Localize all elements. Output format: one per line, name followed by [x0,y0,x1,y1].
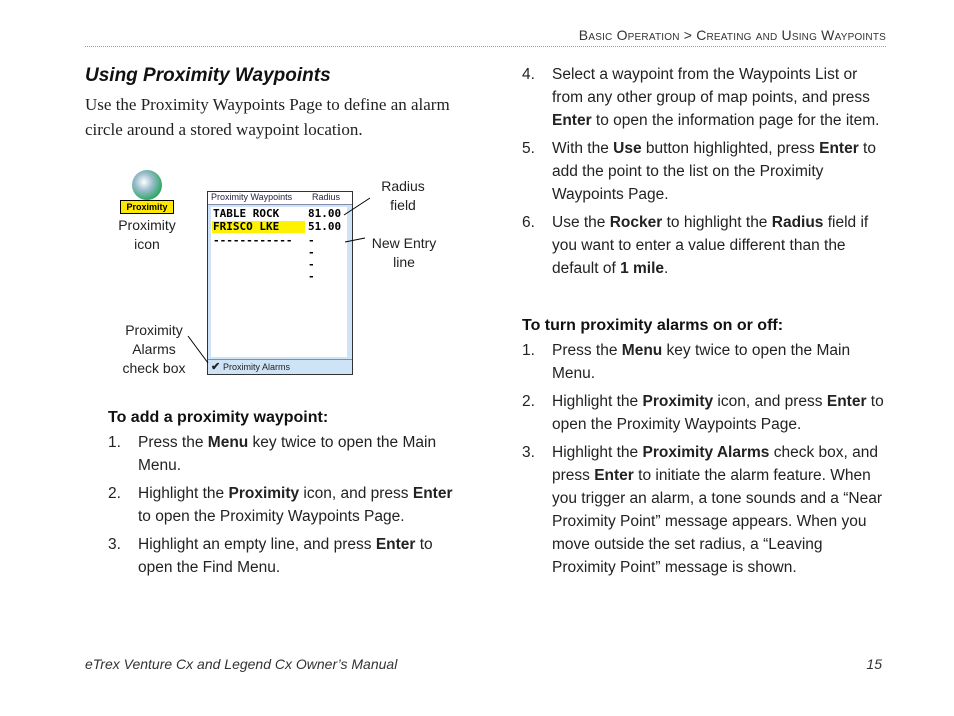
step-number: 4. [522,66,535,83]
header-chapter: Basic Operation [578,27,680,43]
list-item [108,482,468,528]
list-item [108,533,468,579]
step-text: icon, and press [713,393,827,410]
caption-alarms-check-box: Proximity Alarms check box [122,322,186,376]
footer-manual-title: eTrex Venture Cx and Legend Cx Owner’s Manual [85,656,398,672]
key-term: 1 mile [620,260,665,277]
screen-radius-header: Radius [312,192,341,202]
toggle-steps-list [522,339,887,584]
step-text: key twice to open the Main Menu. [552,342,851,382]
step-text: With the [552,140,614,157]
key-term: Enter [819,140,859,157]
step-number: 1. [108,434,121,451]
step-number: 5. [522,140,535,157]
step-text: Use the [552,214,610,231]
key-term: Radius [771,214,824,231]
step-text: Select a waypoint from the Waypoints List or from any other group of map points, and press [552,66,870,106]
key-term: Proximity Alarms [642,444,770,461]
step-text: to open the Find Menu. [138,536,433,576]
step-text: . [664,260,669,277]
key-term: Enter [826,393,867,410]
checkbox-label: Proximity Alarms [223,362,291,372]
step-text: to open the information page for the item. [591,112,880,129]
step-text: button highlighted, press [641,140,820,157]
step-text: Highlight an empty line, and press [138,536,376,553]
step-text: Highlight the [552,393,643,410]
step-number: 2. [108,485,121,502]
step-number: 6. [522,214,535,231]
screen-title: Proximity Waypoints [211,192,293,202]
step-number: 2. [522,393,535,410]
radius-leader [344,198,370,215]
page-number: 15 [866,656,882,672]
proximity-icon-label: Proximity [120,200,174,214]
key-term: Proximity [642,393,714,410]
header-separator: > [679,27,697,43]
add-steps-continued [522,63,887,285]
new-entry-leader [345,238,365,242]
step-text: Press the [138,434,208,451]
list-item [522,211,887,280]
key-term: Rocker [609,214,663,231]
list-item [522,63,887,132]
key-term: Menu [207,434,249,451]
section-title: Using Proximity Waypoints [85,65,331,86]
list-item [522,441,887,579]
step-text: to open the Proximity Waypoints Page. [138,508,405,525]
step-text: icon, and press [299,485,413,502]
caption-new-entry-line: New Entry line [371,235,437,270]
step-number: 3. [522,444,535,461]
step-text: to highlight the [662,214,772,231]
step-text: Highlight the [552,444,643,461]
step-text: Highlight the [138,485,229,502]
add-steps-list [108,431,468,584]
toggle-section-title: To turn proximity alarms on or off: [522,317,784,334]
key-term: Enter [552,112,592,129]
list-item [522,390,887,436]
radius-value: 81.00 [308,207,342,220]
step-text: to add the point to the list on the Proximity Waypoints Page. [552,140,876,203]
list-item [522,339,887,385]
caption-proximity-icon: Proximity icon [118,217,176,252]
list-item [108,431,468,477]
key-term: Proximity [228,485,300,502]
step-text: to open the Proximity Waypoints Page. [552,393,884,433]
step-text: to initiate the alarm feature. When you trigger an alarm, a tone sounds and a “Near Proximity Point” message appears. When you move outside the set radius, a “Leaving Proximity Point” message is shown. [552,467,882,576]
radius-value: 51.00 [308,220,342,233]
step-text: Press the [552,342,622,359]
waypoint-name: TABLE ROCK [213,207,280,220]
key-term: Menu [621,342,663,359]
radius-value: ---- [308,234,315,283]
step-number: 1. [522,342,535,359]
key-term: Enter [375,536,416,553]
key-term: Enter [412,485,453,502]
header-rule [85,46,886,47]
add-section-title: To add a proximity waypoint: [108,409,329,426]
running-header [579,27,886,43]
intro-paragraph: Use the Proximity Waypoints Page to define an alarm circle around a stored waypoint location. [85,95,450,139]
caption-radius-field: Radius field [381,178,425,213]
proximity-figure [100,160,440,385]
step-text: key twice to open the Main Menu. [138,434,437,474]
checkmark-icon: ✔ [211,361,221,373]
step-text: field if you want to enter a value different than the default of [552,214,869,277]
waypoint-name: ------------ [213,234,293,247]
waypoint-name: FRISCO LKE [212,221,305,233]
step-text: check box, and press [552,444,878,484]
step-number: 3. [108,536,121,553]
header-section: Creating and Using Waypoints [696,27,886,43]
key-term: Enter [594,467,634,484]
list-item [522,137,887,206]
key-term: Use [613,140,642,157]
